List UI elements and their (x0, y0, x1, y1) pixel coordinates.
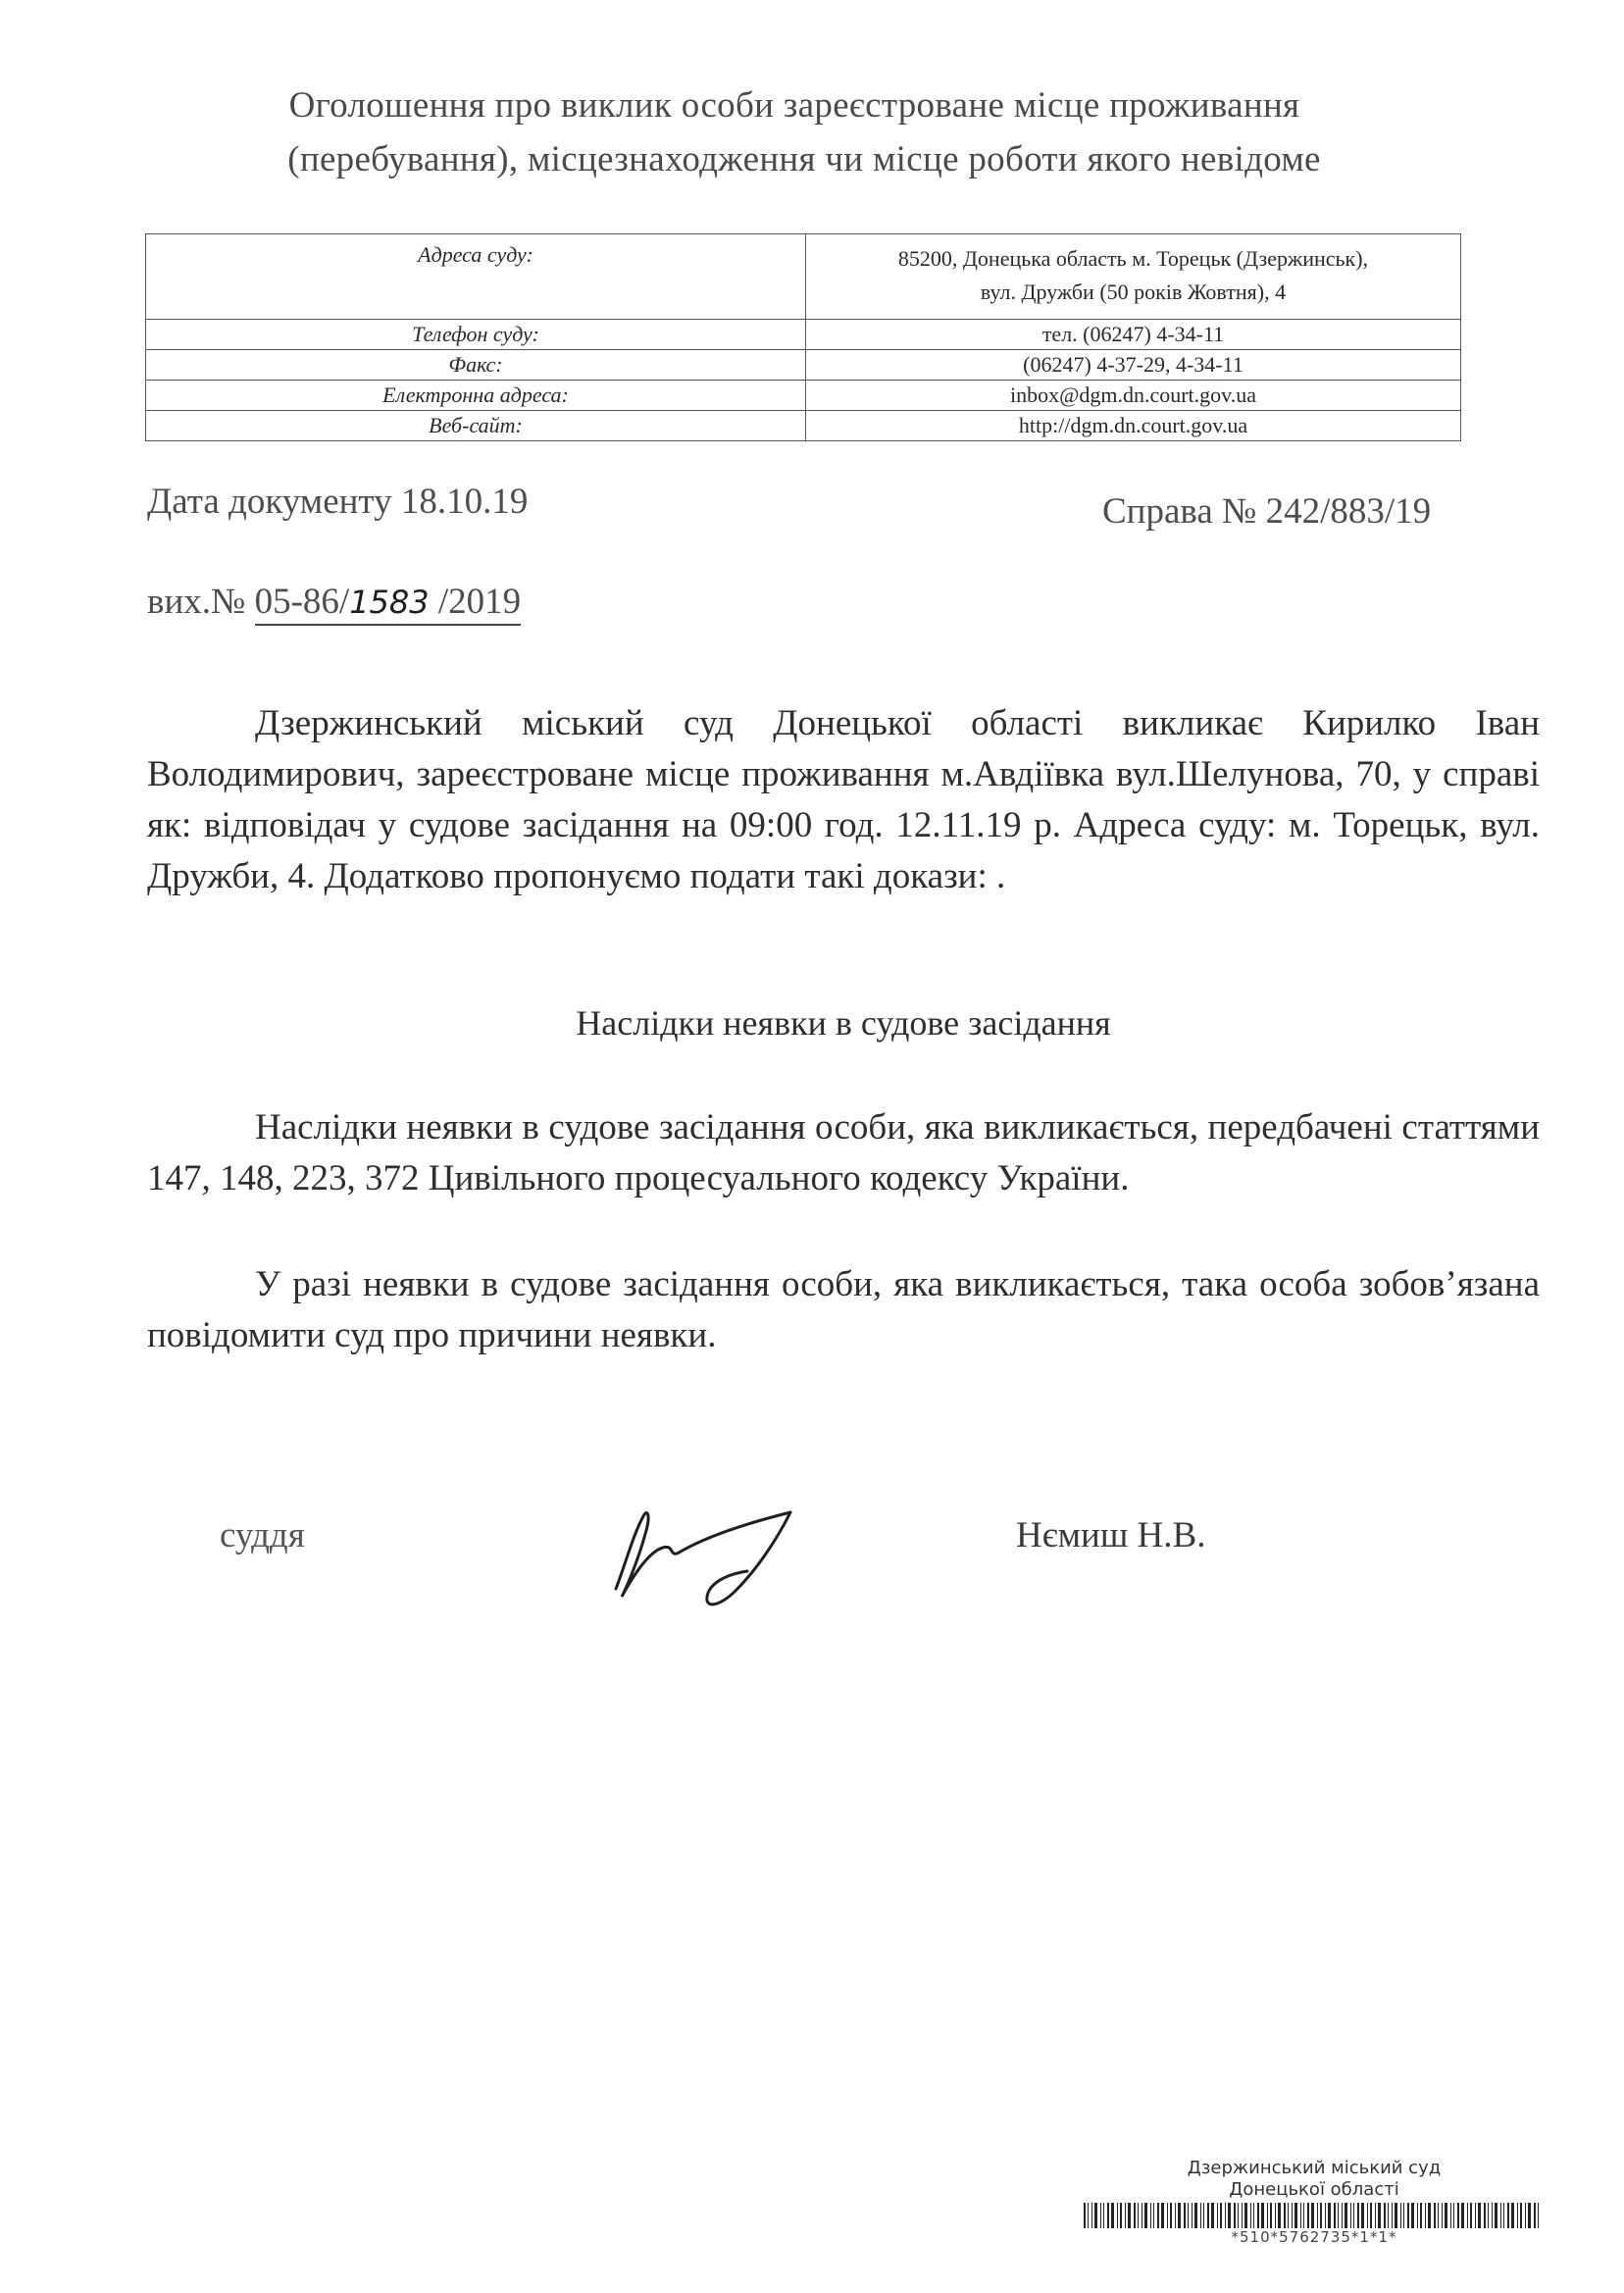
handwritten-signature (586, 1495, 841, 1616)
summons-paragraph: Дзержинський міський суд Донецької області викликає Кирилко Іван Володимирович, зареєстроване місце проживання м.Авдіївка вул.Шелунова, 70, у справі як: відповідач у судове засідання на 09:00 год. 12.11.19 р. Адреса суду: м. Торецьк, вул. Дружби, 4. Додатково пропонуємо подати такі докази: . (147, 703, 1540, 896)
court-email-label: Електронна адреса: (146, 381, 806, 411)
court-email-value: inbox@dgm.dn.court.gov.ua (806, 381, 1461, 411)
document-title-line-2: (перебування), місцезнаходження чи місце роботи якого невідоме (287, 139, 1321, 179)
stamp-region: Донецької області (1229, 2179, 1399, 2200)
stamp-court-name: Дзержинський міський суд (1187, 2158, 1442, 2178)
outgoing-number-underlined (255, 582, 522, 626)
registration-stamp (1059, 2158, 1569, 2246)
table-row (146, 234, 1461, 320)
consequences-paragraph: Наслідки неявки в судове засідання особи, яка викликається, передбачені статтями 147, 148, 223, 372 Цивільного процесуального кодексу України. (147, 1107, 1540, 1198)
table-row (146, 381, 1461, 411)
court-info-table (145, 233, 1461, 441)
stamp-barcode-code: *510*5762735*1*1* (1231, 2228, 1397, 2246)
table-row (146, 411, 1461, 441)
court-website-value: http://dgm.dn.court.gov.ua (806, 411, 1461, 441)
outgoing-code: 05-86/ (254, 582, 350, 622)
court-phone-label: Телефон суду: (146, 320, 806, 350)
court-address-value (806, 234, 1461, 320)
consequences-heading: Наслідки неявки в судове засідання (576, 1003, 1111, 1043)
case-number: Справа № 242/883/19 (1102, 491, 1432, 532)
outgoing-handwritten-number: 1583 (349, 584, 430, 621)
document-date: Дата документу 18.10.19 (147, 482, 529, 522)
outgoing-prefix: вих.№ (147, 582, 255, 622)
judge-name: Нємиш Н.В. (1016, 1515, 1206, 1555)
barcode-icon (1084, 2203, 1545, 2228)
table-row (146, 350, 1461, 381)
court-fax-value: (06247) 4-37-29, 4-34-11 (806, 350, 1461, 381)
court-website-label: Веб-сайт: (146, 411, 806, 441)
outgoing-year: /2019 (429, 582, 522, 622)
outgoing-number (147, 581, 521, 623)
court-phone-value: тел. (06247) 4-34-11 (806, 320, 1461, 350)
court-address-label: Адреса суду: (146, 234, 806, 320)
table-row (146, 320, 1461, 350)
obligation-paragraph: У разі неявки в судове засідання особи, яка викликається, така особа зобов’язана повідомити суд про причини неявки. (147, 1264, 1540, 1355)
court-address-line-2: вул. Дружби (50 років Жовтня), 4 (980, 280, 1287, 304)
court-fax-label: Факс: (146, 350, 806, 381)
judge-role: суддя (220, 1515, 305, 1555)
court-address-line-1: 85200, Донецька область м. Торецьк (Дзержинськ), (897, 246, 1369, 271)
document-title-line-1: Оголошення про виклик особи зареєстроване місце проживання (288, 85, 1300, 126)
